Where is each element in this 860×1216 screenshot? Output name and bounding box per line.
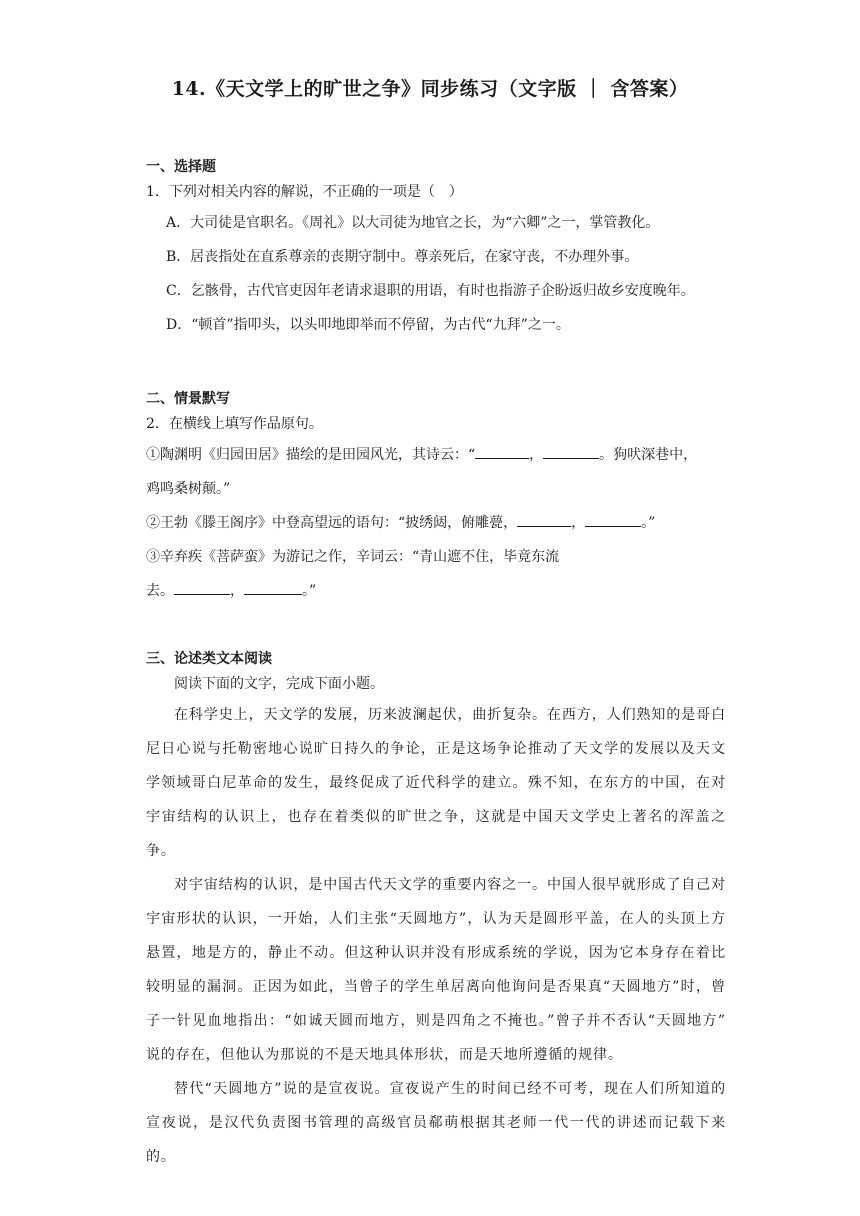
item3-sep: ， xyxy=(230,583,244,599)
document-body xyxy=(146,156,726,1174)
item1-text-b: 。狗吠深巷中， xyxy=(599,447,698,463)
question-1: 1．下列对相关内容的解说，不正确的一项是（ ） xyxy=(146,184,463,200)
option-a: A．大司徒是官职名。《周礼》以大司徒为地官之长，为“六卿”之一，掌管教化。 xyxy=(166,215,660,231)
recitation-item-1-cont: 鸡鸣桑树颠。” xyxy=(146,481,231,497)
option-c: C．乞骸骨，古代官吏因年老请求退职的用语，有时也指游子企盼返归故乡安度晚年。 xyxy=(166,283,695,299)
reading-paragraph-2: 对宇宙结构的认识，是中国古代天文学的重要内容之一。中国人很早就形成了自己对宇宙形状的认识，一开始，人们主张“天圆地方”，认为天是圆形平盖，在人的头顶上方悬置，地是方的，静止不动。但这种认识并没有形成系统的学说，因为它本身存在着比较明显的漏洞。正因为如此，当曾子的学生单居离向他询问是否果真“天圆地方”时，曾子一针见血地指出：“如诚天圆而地方，则是四角之不掩也。”曾子并不否认“天圆地方” 说的存在，但他认为那说的不是天地具体形状，而是天地所遵循的规律。 xyxy=(146,877,726,1063)
blank-1[interactable] xyxy=(475,444,529,459)
reading-paragraph-1: 在科学史上，天文学的发展，历来波澜起伏，曲折复杂。在西方，人们熟知的是哥白尼日心说与托勒密地心说旷日持久的争论，正是这场争论推动了天文学的发展以及天文学领域哥白尼革命的发生，最终促成了近代科学的建立。殊不知，在东方的中国，在对宇宙结构的认识上，也存在着类似的旷世之争，这就是中国天文学史上著名的浑盖之争。 xyxy=(146,707,726,859)
blank-2[interactable] xyxy=(543,444,599,459)
recitation-item-2 xyxy=(146,506,726,540)
recitation-item-3: ③辛弃疾《菩萨蛮》为游记之作，辛词云：“青山遮不住，毕竟东流 xyxy=(146,549,560,565)
page-title: 14.《天文学上的旷世之争》同步练习（文字版 ｜ 含答案） xyxy=(171,78,689,100)
recitation-item-1 xyxy=(146,438,726,472)
item2-sep: ， xyxy=(571,515,586,531)
section-heading-recitation: 二、情景默写 xyxy=(146,391,230,407)
reading-intro: 阅读下面的文字，完成下面小题。 xyxy=(174,676,384,692)
section-heading-reading: 三、论述类文本阅读 xyxy=(146,651,272,667)
item2-text-b: 。” xyxy=(641,515,656,531)
question-2: 2．在横线上填写作品原句。 xyxy=(146,416,323,432)
blank-5[interactable] xyxy=(174,580,230,595)
blank-6[interactable] xyxy=(244,580,302,595)
blank-3[interactable] xyxy=(517,512,571,527)
blank-4[interactable] xyxy=(585,512,641,527)
item1-text-a: ①陶渊明《归园田居》描绘的是田园风光，其诗云：“ xyxy=(146,447,476,463)
item3-text-c: 。” xyxy=(302,583,317,599)
option-b: B．居丧指处在直系尊亲的丧期守制中。尊亲死后，在家守丧，不办理外事。 xyxy=(166,249,639,265)
recitation-item-3-cont xyxy=(146,574,726,608)
item1-sep: ， xyxy=(529,447,544,463)
item3-text-b: 去。 xyxy=(146,583,174,599)
item2-text-a: ②王勃《滕王阁序》中登高望远的语句：“披绣闼，俯雕甍， xyxy=(146,515,518,531)
option-d: D．“顿首”指叩头，以头叩地即举而不停留，为古代“九拜”之一。 xyxy=(166,317,570,333)
section-heading-choice: 一、选择题 xyxy=(146,159,216,175)
reading-paragraph-3: 替代“天圆地方”说的是宣夜说。宣夜说产生的时间已经不可考，现在人们所知道的宣夜说，是汉代负责图书管理的高级官员郗萌根据其老师一代一代的讲述而记载下来的。 xyxy=(146,1081,726,1165)
